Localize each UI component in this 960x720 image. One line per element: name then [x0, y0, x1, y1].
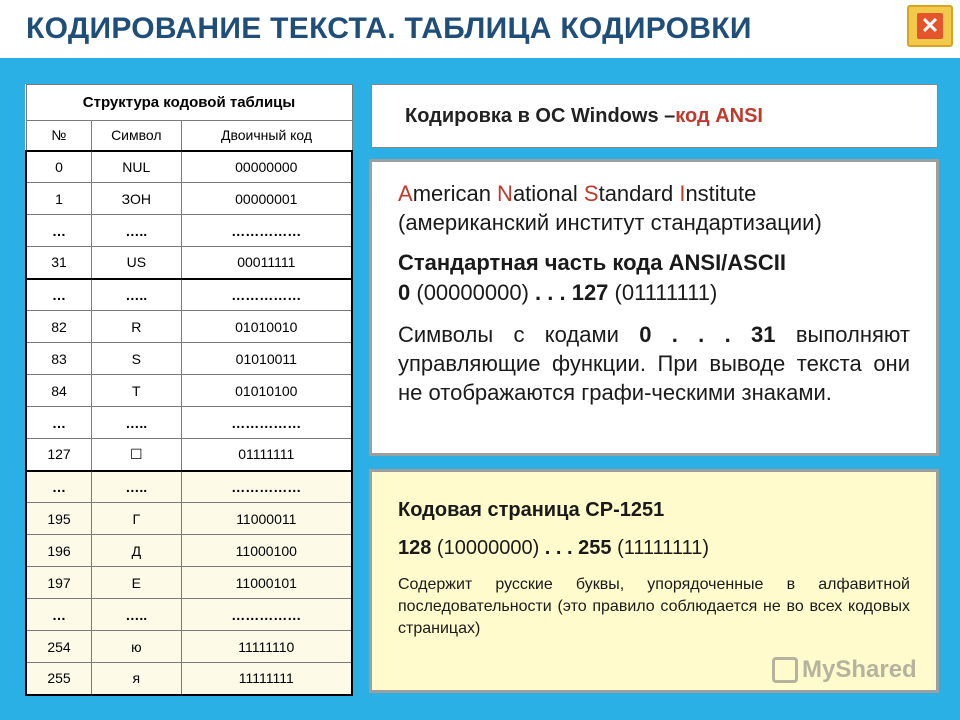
column-header-binary: Двоичный код: [181, 121, 352, 151]
table-row: [26, 535, 352, 567]
table-row: [26, 343, 352, 375]
codepage-range: 128 (10000000) . . . 255 (11111111): [398, 537, 710, 559]
code-table: [25, 84, 353, 696]
cell-binary: ……………: [181, 215, 352, 247]
windows-encoding-label: Кодировка в ОС Windows –: [405, 104, 676, 127]
table-row: [26, 631, 352, 663]
cell-number: 127: [26, 439, 92, 471]
cell-binary: 01010010: [181, 311, 352, 343]
cell-symbol: Д: [92, 535, 182, 567]
windows-encoding-panel: [371, 84, 938, 148]
table-section-ascii: [26, 279, 352, 471]
slide-header: [0, 0, 960, 58]
cell-symbol: я: [92, 663, 182, 695]
cell-symbol: T: [92, 375, 182, 407]
cell-number: 1: [26, 183, 92, 215]
watermark: [772, 656, 917, 684]
watermark-text: MyShared: [802, 656, 917, 683]
table-caption: Структура кодовой таблицы: [26, 85, 352, 121]
cell-binary: ……………: [181, 407, 352, 439]
table-row: [26, 215, 352, 247]
cell-symbol: Е: [92, 567, 182, 599]
watermark-icon: [772, 657, 798, 683]
cell-symbol: NUL: [92, 151, 182, 183]
cell-symbol: ☐: [92, 439, 182, 471]
ansi-word-american: American: [398, 181, 498, 206]
cell-binary: 11000101: [181, 567, 352, 599]
table-section-extended: [26, 471, 352, 695]
standard-part-title: Стандартная часть кода ANSI/ASCII: [398, 250, 786, 275]
close-icon: ✕: [917, 13, 943, 39]
control-characters-note: Символы с кодами 0 . . . 31 выполняют управляющие функции. При выводе текста они не отображаются графи-ческими знаками.: [398, 322, 910, 405]
table-header-row: [26, 121, 352, 151]
cell-symbol: …..: [92, 407, 182, 439]
ansi-russian-translation: (американский институт стандартизации): [398, 210, 822, 235]
ansi-word-national: National: [497, 181, 584, 206]
ansi-info-panel: [369, 159, 939, 456]
cell-binary: ……………: [181, 279, 352, 311]
cell-symbol: S: [92, 343, 182, 375]
table-row: [26, 247, 352, 279]
cell-symbol: …..: [92, 471, 182, 503]
cell-number: …: [26, 279, 92, 311]
standard-range: 0 (00000000) . . . 127 (01111111): [398, 280, 718, 305]
table-row: [26, 471, 352, 503]
codepage-description: Содержит русские буквы, упорядоченные в алфавитной последовательности (это правило соблюдается не во всех кодовых страницах): [398, 576, 910, 637]
cell-binary: ……………: [181, 599, 352, 631]
cell-number: 195: [26, 503, 92, 535]
cell-binary: ……………: [181, 471, 352, 503]
ansi-expansion: [398, 179, 910, 237]
cell-symbol: Г: [92, 503, 182, 535]
table-row: [26, 407, 352, 439]
cell-symbol: …..: [92, 215, 182, 247]
cell-binary: 01111111: [181, 439, 352, 471]
table-row: [26, 663, 352, 695]
table-row: [26, 183, 352, 215]
table-row: [26, 503, 352, 535]
cell-symbol: ю: [92, 631, 182, 663]
column-header-number: №: [26, 121, 92, 151]
close-button[interactable]: [907, 5, 953, 47]
cell-number: 31: [26, 247, 92, 279]
cell-symbol: R: [92, 311, 182, 343]
cell-binary: 11000011: [181, 503, 352, 535]
cell-symbol: ЗОН: [92, 183, 182, 215]
table-caption-row: [26, 85, 352, 121]
cell-number: 196: [26, 535, 92, 567]
table-row: [26, 311, 352, 343]
cell-symbol: …..: [92, 279, 182, 311]
cell-number: 82: [26, 311, 92, 343]
cell-number: …: [26, 471, 92, 503]
cell-binary: 01010011: [181, 343, 352, 375]
cell-number: …: [26, 599, 92, 631]
cell-number: 83: [26, 343, 92, 375]
codepage-title: Кодовая страница СР-1251: [398, 499, 665, 521]
cell-binary: 00000000: [181, 151, 352, 183]
cell-number: 84: [26, 375, 92, 407]
cell-number: 255: [26, 663, 92, 695]
cell-number: …: [26, 407, 92, 439]
cell-binary: 00011111: [181, 247, 352, 279]
cell-symbol: …..: [92, 599, 182, 631]
cell-symbol: US: [92, 247, 182, 279]
table-section-control: [26, 151, 352, 279]
table-row: [26, 279, 352, 311]
ansi-word-standard: Standard: [583, 181, 680, 206]
table-row: [26, 439, 352, 471]
table-row: [26, 599, 352, 631]
column-header-symbol: Символ: [92, 121, 182, 151]
cell-number: 197: [26, 567, 92, 599]
cell-binary: 00000001: [181, 183, 352, 215]
cell-binary: 11111110: [181, 631, 352, 663]
cell-binary: 01010100: [181, 375, 352, 407]
cell-binary: 11111111: [181, 663, 352, 695]
cell-binary: 11000100: [181, 535, 352, 567]
slide-title: КОДИРОВАНИЕ ТЕКСТА. ТАБЛИЦА КОДИРОВКИ: [26, 12, 752, 45]
ansi-code-label: код ANSI: [675, 104, 763, 127]
cell-number: 0: [26, 151, 92, 183]
table-row: [26, 375, 352, 407]
cell-number: …: [26, 215, 92, 247]
table-row: [26, 567, 352, 599]
cell-number: 254: [26, 631, 92, 663]
table-row: [26, 151, 352, 183]
ansi-word-institute: Institute: [679, 181, 757, 206]
